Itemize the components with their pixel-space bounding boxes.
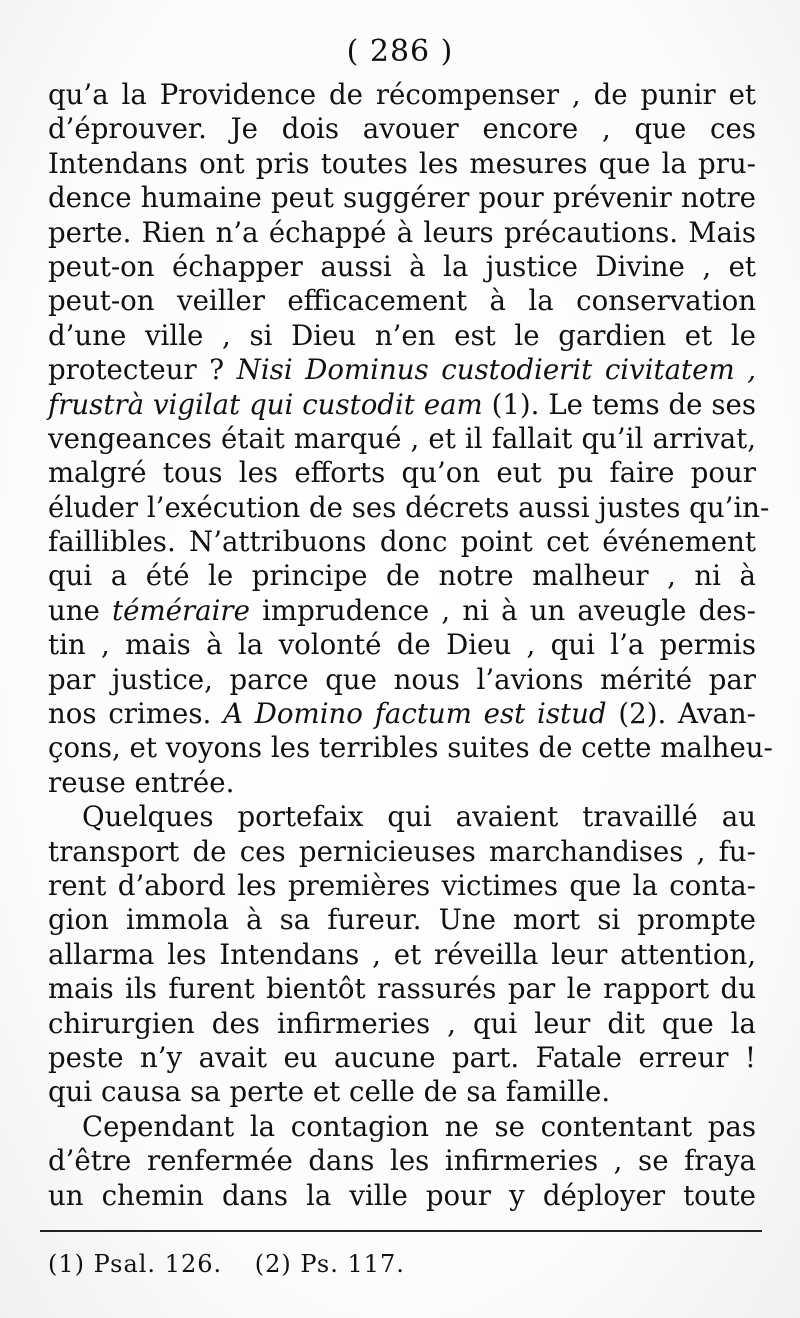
text-line: qui a été le principe de notre malheur , ni à xyxy=(48,559,756,593)
latin-quote: Nisi Dominus custodierit civitatem , xyxy=(236,353,756,387)
text-line: perte. Rien n’a échappé à leurs précautions. Mais xyxy=(48,215,756,249)
latin-quote: A Domino factum est istud xyxy=(223,697,607,731)
text-line: peste n’y avait eu aucune part. Fatale erreur ! xyxy=(48,1040,756,1074)
text-segment: (1). Le tems de ses xyxy=(482,387,756,421)
footnotes xyxy=(48,1250,429,1278)
footnote-divider xyxy=(40,1230,762,1232)
text-line: Intendans ont pris toutes les mesures que la pru- xyxy=(48,146,756,180)
footnote-1: (1) Psal. 126. xyxy=(48,1250,223,1278)
text-line: reuse entrée. xyxy=(48,765,235,799)
text-line: çons, et voyons les terribles suites de cette malheu- xyxy=(48,731,773,765)
text-line: mais ils furent bientôt rassurés par le rapport du xyxy=(48,972,756,1006)
text-line: peut-on échapper aussi à la justice Divine , et xyxy=(48,249,756,283)
text-segment: (2). Avan- xyxy=(606,697,756,731)
text-segment: imprudence , ni à un aveugle des- xyxy=(249,593,756,627)
text-line xyxy=(48,353,756,387)
text-line: d’une ville , si Dieu n’en est le gardien et le xyxy=(48,318,756,352)
text-line: faillibles. N’attribuons donc point cet événement xyxy=(48,525,756,559)
body-text xyxy=(48,78,773,1213)
text-line: éluder l’exécution de ses décrets aussi justes qu’in- xyxy=(48,490,770,524)
text-segment: protecteur ? xyxy=(48,353,237,387)
text-line: d’éprouver. Je dois avouer encore , que ces xyxy=(48,112,756,146)
text-line: un chemin dans la ville pour y déployer toute xyxy=(48,1178,756,1212)
text-line: Quelques portefaix qui avaient travaillé au xyxy=(82,800,756,834)
text-line xyxy=(48,594,756,628)
text-line: dence humaine peut suggérer pour prévenir notre xyxy=(48,181,756,215)
text-line: gion immola à sa fureur. Une mort si prompte xyxy=(48,903,756,937)
italic-word: téméraire xyxy=(112,593,250,627)
text-line: malgré tous les efforts qu’on eut pu faire pour xyxy=(48,456,756,490)
text-line: par justice, parce que nous l’avions mérité par xyxy=(48,662,756,696)
text-line: tin , mais à la volonté de Dieu , qui l’a permis xyxy=(48,628,756,662)
text-line: chirurgien des infirmeries , qui leur dit que la xyxy=(48,1006,756,1040)
text-line: Cependant la contagion ne se contentant pas xyxy=(82,1109,756,1143)
text-line: d’être renfermée dans les infirmeries , se fraya xyxy=(48,1144,756,1178)
text-line xyxy=(48,697,756,731)
text-line: rent d’abord les premières victimes que la conta- xyxy=(48,868,756,902)
text-segment: une xyxy=(48,593,113,627)
text-line: vengeances était marqué , et il fallait qu’il arrivat, xyxy=(48,421,756,455)
text-line: peut-on veiller efficacement à la conservation xyxy=(48,284,756,318)
text-line xyxy=(48,388,756,422)
latin-quote: frustrà vigilat qui custodit eam xyxy=(48,387,483,421)
text-line: qu’a la Providence de récompenser , de punir et xyxy=(48,78,756,111)
page-number: ( 286 ) xyxy=(346,34,454,69)
footnote-2: (2) Ps. 117. xyxy=(254,1250,405,1278)
text-segment: nos crimes. xyxy=(48,697,224,731)
text-line: qui causa sa perte et celle de sa famille. xyxy=(48,1075,611,1109)
text-line: allarma les Intendans , et réveilla leur attention, xyxy=(48,937,756,971)
text-line: transport de ces pernicieuses marchandises , fu- xyxy=(48,834,756,868)
